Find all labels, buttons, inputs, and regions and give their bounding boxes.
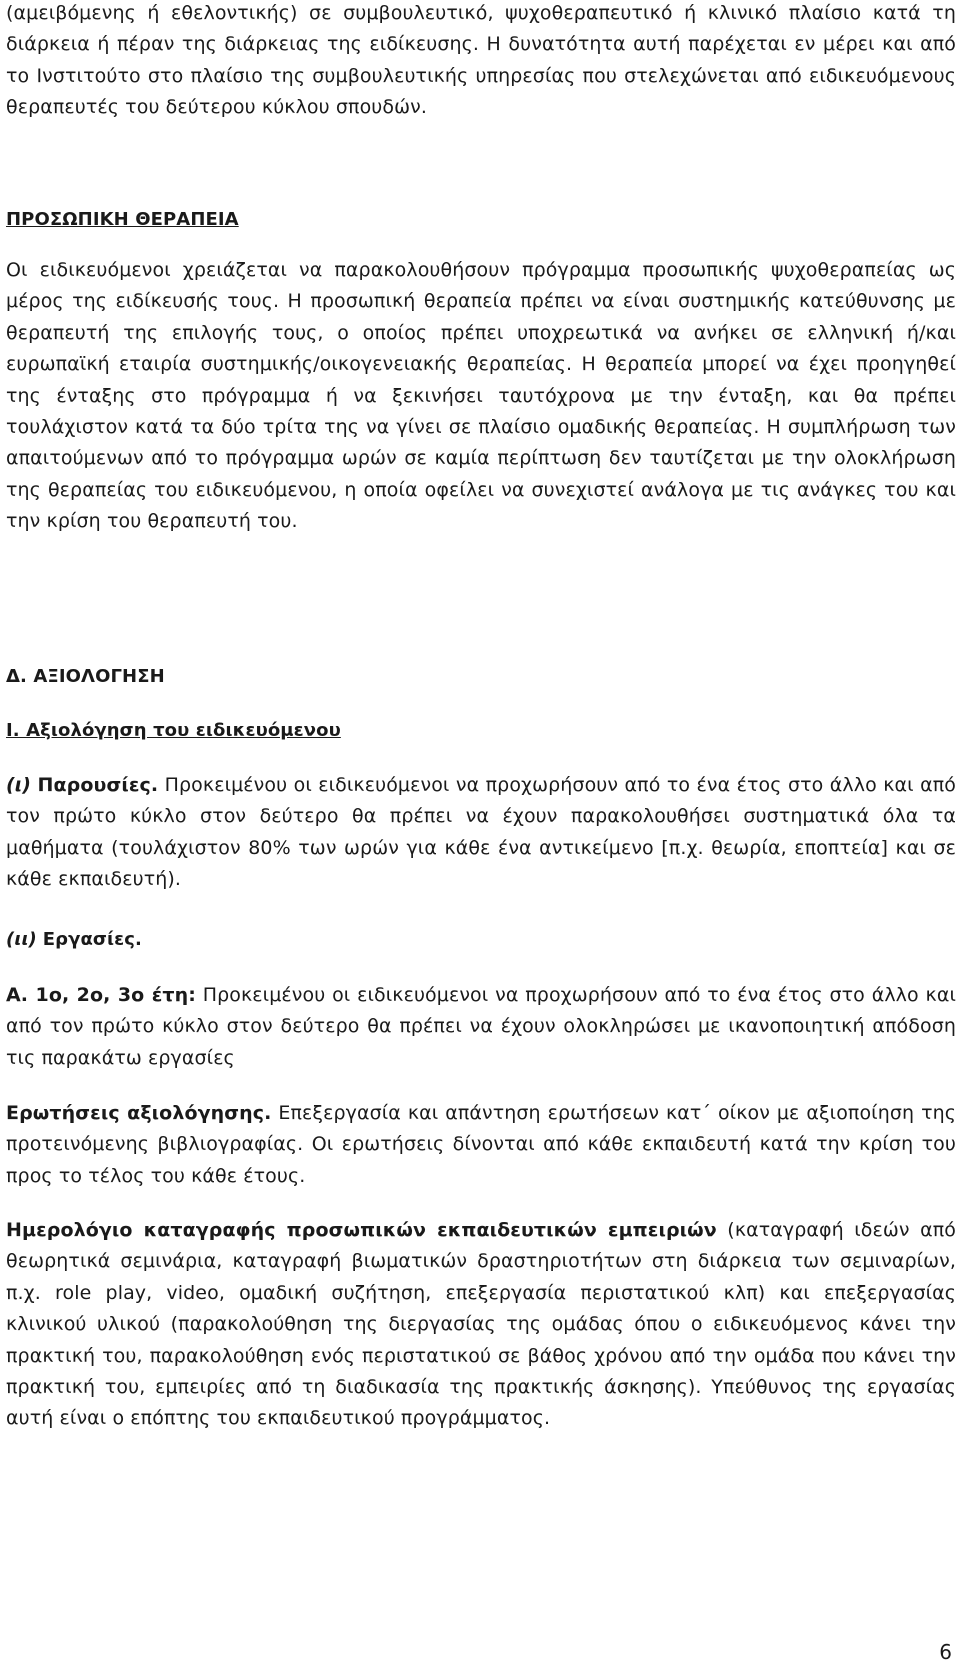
- questions-label: Ερωτήσεις αξιολόγησης.: [6, 1102, 272, 1124]
- years-text: Προκειμένου οι ειδικευόμενοι να προχωρήσουν από το ένα έτος στο άλλο και από τον πρώτο κύκλο στον δεύτερο θα πρέπει να έχουν ολοκληρώσει με ικανοποιητική απόδοση τις παρακάτω εργασίες: [6, 984, 956, 1069]
- works-label: Εργασίες.: [42, 929, 142, 950]
- personal-therapy-paragraph: Οι ειδικευόμενοι χρειάζεται να παρακολουθήσουν πρόγραμμα προσωπικής ψυχοθεραπείας ως μέρος της ειδίκευσής τους. Η προσωπική θεραπεία πρέπει να είναι συστημικής κατεύθυνσης με θεραπευτή της επιλογής τους, ο οποίος πρέπει υποχρεωτικά να ανήκει σε ελληνική ή/και ευρωπαϊκή εταιρία συστημικής/οικογενειακής θεραπείας. Η θεραπεία μπορεί να έχει προηγηθεί της ένταξης στο πρόγραμμα ή να ξεκινήσει ταυτόχρονα με την ένταξη, και θα πρέπει τουλάχιστον κατά τα δύο τρίτα της να γίνει σε πλαίσιο ομαδικής θεραπείας. Η συμπλήρωση των απαιτούμενων από το πρόγραμμα ωρών σε καμία περίπτωση δεν ταυτίζεται με την ολοκλήρωση της θεραπείας του ειδικευόμενου, η οποία οφείλει να συνεχιστεί ανάλογα με τις ανάγκες του και την κρίση του θεραπευτή του.: [6, 259, 956, 533]
- questions-text: Επεξεργασία και απάντηση ερωτήσεων κατ΄ οίκον με αξιοποίηση της προτεινόμενης βιβλιογραφίας. Οι ερωτήσεις δίνονται από κάθε εκπαιδευτή κατά την κρίση του προς το τέλος του κάθε έτους.: [6, 1102, 956, 1187]
- diary-text: (καταγραφή ιδεών από θεωρητικά σεμινάρια, καταγραφή βιωματικών δραστηριοτήτων στη διάρκεια των σεμιναρίων, π.χ. role play, video, ομαδική συζήτηση, επεξεργασία περιστατικού κλπ) και επεξεργασίας κλινικού υλικού (παρακολούθηση της διεργασίας της ομάδας όπου ο ειδικευόμενος κάνει την πρακτική του, παρακολούθηση ενός περιστατικού σε βάθος χρόνου από την ομάδα που κάνει την πρακτική του, εμπειρίες από τη διαδικασία της πρακτικής άσκησης). Υπεύθυνος της εργασίας αυτή είναι ο επόπτης του εκπαιδευτικού προγράμματος.: [6, 1219, 956, 1430]
- diary-label: Ημερολόγιο καταγραφής προσωπικών εκπαιδευτικών εμπειριών: [6, 1219, 717, 1241]
- questions-paragraph: [6, 1098, 956, 1192]
- evaluation-heading: Δ. ΑΞΙΟΛΟΓΗΣΗ: [6, 666, 165, 687]
- diary-paragraph: [6, 1215, 956, 1435]
- attendance-paragraph: [6, 770, 956, 896]
- works-heading: [6, 924, 142, 955]
- attendance-marker: (ι): [6, 774, 32, 796]
- intro-paragraph: (αμειβόμενης ή εθελοντικής) σε συμβουλευτικό, ψυχοθεραπευτικό ή κλινικό πλαίσιο κατά τη διάρκεια ή πέραν της διάρκειας της ειδίκευσης. Η δυνατότητα αυτή παρέχεται εν μέρει και από το Ινστιτούτο στο πλαίσιο της συμβουλευτικής υπηρεσίας που στελεχώνεται από ειδικευόμενους θεραπευτές του δεύτερου κύκλου σπουδών.: [6, 2, 956, 119]
- attendance-text: Προκειμένου οι ειδικευόμενοι να προχωρήσουν από το ένα έτος στο άλλο και από τον πρώτο κύκλο στον δεύτερο θα πρέπει να έχουν παρακολουθήσει συστηματικά όλα τα μαθήματα (τουλάχιστον 80% των ωρών για κάθε ένα αντικείμενο [π.χ. θεωρία, εποπτεία] και σε κάθε εκπαιδευτή).: [6, 774, 956, 891]
- works-marker: (ιι): [6, 929, 37, 950]
- years-label: Α. 1ο, 2ο, 3ο έτη:: [6, 984, 196, 1006]
- personal-therapy-heading: ΠΡΟΣΩΠΙΚΗ ΘΕΡΑΠΕΙΑ: [6, 209, 239, 230]
- attendance-label: Παρουσίες.: [37, 774, 159, 796]
- evaluation-subheading: Ι. Αξιολόγηση του ειδικευόμενου: [6, 720, 341, 741]
- years-paragraph: [6, 980, 956, 1074]
- page-number: 6: [939, 1640, 952, 1664]
